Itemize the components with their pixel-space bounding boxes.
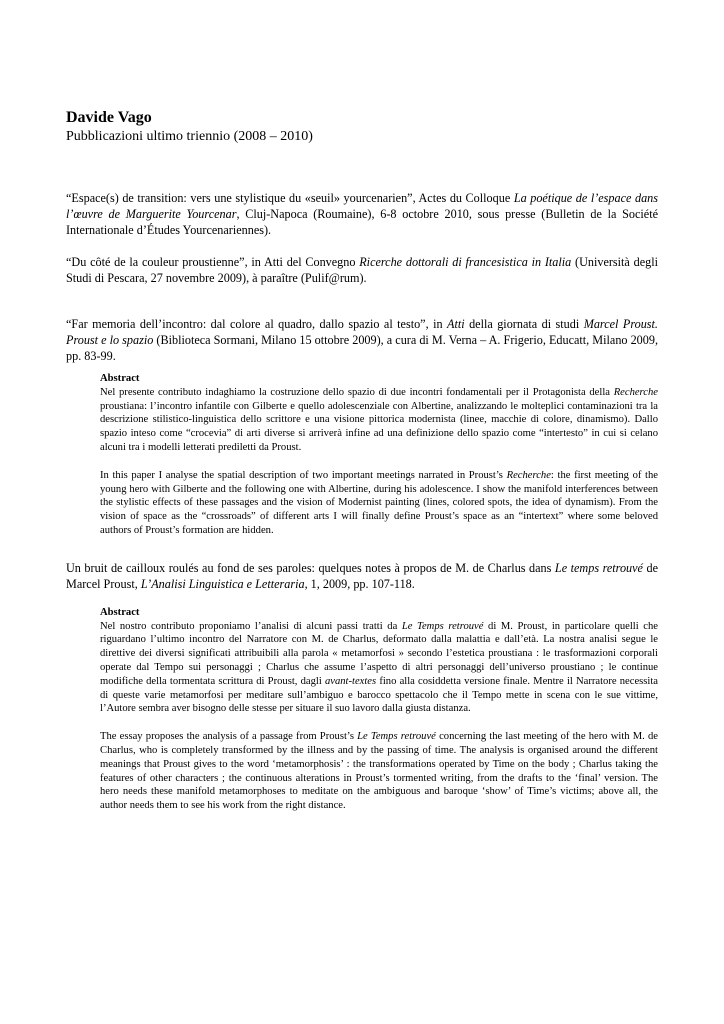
pub4-it-a: Nel nostro contributo proponiamo l’analisi di alcuni passi tratti da xyxy=(100,620,402,632)
pub4-it-e: fino alla cosiddetta versione finale. Mentre il Narratore necessita di queste varie metamorfosi per meditare sull’ambiguo e barocco spettacolo che il Tempo mette in scena con le sue vittime, l’Autore sembra aver bisogno delle stesse per situare il suo lavoro dalla giusta distanza. xyxy=(100,675,659,715)
pub4-it-c: di M. Proust, in particolare quelli che riguardano l’ultimo incontro del Narratore con M. de Charlus, deformato dalla malattia e dall’età. La nostra analisi segue le direttive dei diversi significati attribuibili alla parola « metamorfosi » secondo l’estetica proustiana : le trasformazioni corporali operate dal Tempo sui personaggi ; Charlus che assume l’aspetto di altri personaggi dell’universo proustiano ; le continue modifiche della tormentata scrittura di Proust, dagli xyxy=(100,620,658,687)
pub4-text-c: de Marcel Proust, xyxy=(66,560,658,591)
pub4-en-c: concerning the last meeting of the hero with M. de Charlus, who is completely transformed by the illness and by the passing of time. The analysis is organised around the different meanings that Proust gives to the word ‘metamorphosis’ : the transformations operated by Time on the body ; Charlus taking the features of other characters ; the continuous alterations in Proust’s tormented writing, from the drafts to the ‘final’ version. The hero needs these manifold metamorphoses to meditate on the ambiguous and baroque ‘show’ of Time’s victims; above all, the author needs them to see his work from the right distance. xyxy=(100,731,658,812)
pub4-title: Le temps retrouvé xyxy=(554,560,643,575)
pub3-it-a: Nel presente contributo indaghiamo la costruzione dello spazio di due incontri fondamentali per il Protagonista della xyxy=(100,386,614,398)
pub4-abstract-english xyxy=(100,730,658,813)
pub3-en-c: : the first meeting of the young hero with Gilberte and the following one with Albertine, during his adolescence. I show the manifold interferences between the stylistic effects of these passages and the vision of Modernist painting (lines, colored spots, the idea of dynamism). From the vision of space as the “crossroads” of different arts I will finally define Proust’s space as an “intertext” where some beloved authors of Proust’s formation are hidden. xyxy=(100,469,658,536)
pub3-abstract xyxy=(100,372,658,538)
pub4-abstract xyxy=(100,606,658,813)
pub3-text-a: “Far memoria dell’incontro: dal colore al quadro, dallo spazio al testo”, in xyxy=(66,317,448,331)
pub4-abstract-title: Abstract xyxy=(100,606,140,618)
pub3-en-b: Recherche xyxy=(506,469,551,481)
pub3-en-a: In this paper I analyse the spatial description of two important meetings narrated in Proust’s xyxy=(100,469,507,481)
pub4-journal: L’Analisi Linguistica e Letteraria xyxy=(140,576,305,591)
pub3-text-c: della giornata di studi xyxy=(464,317,584,331)
pub3-it-c: proustiana: l’incontro infantile con Gilberte e quello adolescenziale con Albertine, analizzando le molteplici contaminazioni tra la descrizione stilistico-linguistica dello scrittore e una visione pittorica modernista (linee, macchie di colore, dinamismo). Dallo spazio inteso come “crocevia” di arti diverse si arriverà infine ad una definizione dello spazio come “intertesto” in cui si celano alcuni tra i modelli letterati prediletti da Proust. xyxy=(100,400,658,453)
pub1-text-c: , Cluj-Napoca (Roumaine), 6-8 octobre 2010, sous presse (Bulletin de la Société Internationale d’Études Yourcenariennes). xyxy=(66,207,658,237)
document-page xyxy=(66,108,658,813)
publication-3 xyxy=(66,316,658,364)
pub1-title: La poétique de l’espace dans l’œuvre de Marguerite Yourcenar xyxy=(66,191,659,221)
pub2-text-a: “Du côté de la couleur proustienne”, in Atti del Convegno xyxy=(66,255,360,269)
pub4-it-d: avant-textes xyxy=(324,675,377,687)
pub1-text-a: “Espace(s) de transition: vers une stylistique du «seuil» yourcenarien”, Actes du Colloque xyxy=(66,191,514,205)
pub4-text-a: Un bruit de cailloux roulés au fond de ses paroles: quelques notes à propos de M. de Charlus dans xyxy=(66,560,555,575)
pub3-abstract-title: Abstract xyxy=(100,373,140,384)
pub4-text-e: , 1, 2009, pp. 107-118. xyxy=(304,576,415,591)
pub3-title: Marcel Proust. Proust e lo spazio xyxy=(66,317,658,347)
pub3-atti: Atti xyxy=(447,317,465,331)
pub4-en-b: Le Temps retrouvé xyxy=(357,731,436,743)
pub4-abstract-italian xyxy=(100,620,658,717)
publication-4 xyxy=(66,560,658,592)
pub3-abstract-italian xyxy=(100,386,658,455)
pub3-it-b: Recherche xyxy=(613,386,658,398)
pub3-text-e: (Biblioteca Sormani, Milano 15 ottobre 2009), a cura di M. Verna – A. Frigerio, Educatt, Milano 2009, pp. 83-99. xyxy=(66,333,659,363)
pub4-it-b: Le Temps retrouvé xyxy=(401,620,484,632)
pub3-abstract-english xyxy=(100,469,658,538)
pub2-title: Ricerche dottorali di francesistica in Italia xyxy=(359,255,572,269)
publication-1 xyxy=(66,190,658,238)
pub4-en-a: The essay proposes the analysis of a passage from Proust’s xyxy=(100,731,358,743)
author-name: Davide Vago xyxy=(66,109,152,126)
publication-2 xyxy=(66,254,658,286)
page-subtitle: Pubblicazioni ultimo triennio (2008 – 2010) xyxy=(66,129,313,144)
pub2-text-c: (Università degli Studi di Pescara, 27 novembre 2009), à paraître (Pulif@rum). xyxy=(66,255,658,285)
